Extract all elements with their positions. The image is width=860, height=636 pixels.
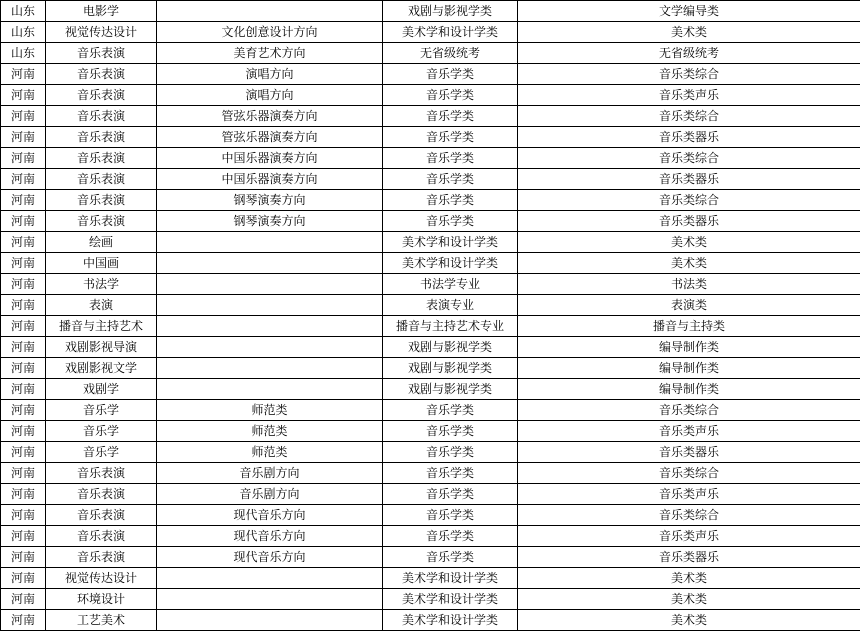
major-cell: 戏剧学 xyxy=(46,379,157,400)
table-row xyxy=(1,22,860,43)
exam-category-cell: 音乐类器乐 xyxy=(518,127,860,148)
subject-category-cell: 戏剧与影视学类 xyxy=(383,379,518,400)
province-cell: 河南 xyxy=(1,337,46,358)
table-row xyxy=(1,526,860,547)
exam-category-cell: 美术类 xyxy=(518,610,860,631)
province-cell: 河南 xyxy=(1,106,46,127)
exam-category-cell: 美术类 xyxy=(518,22,860,43)
table-row xyxy=(1,337,860,358)
table-row xyxy=(1,295,860,316)
direction-cell xyxy=(157,610,383,631)
exam-category-cell: 音乐类综合 xyxy=(518,64,860,85)
major-cell: 视觉传达设计 xyxy=(46,22,157,43)
province-cell: 河南 xyxy=(1,589,46,610)
subject-category-cell: 美术学和设计学类 xyxy=(383,589,518,610)
table-row xyxy=(1,358,860,379)
table-row xyxy=(1,106,860,127)
direction-cell xyxy=(157,568,383,589)
exam-category-cell: 音乐类综合 xyxy=(518,463,860,484)
direction-cell xyxy=(157,379,383,400)
major-cell: 音乐表演 xyxy=(46,484,157,505)
subject-category-cell: 表演专业 xyxy=(383,295,518,316)
exam-category-cell: 编导制作类 xyxy=(518,337,860,358)
exam-category-cell: 美术类 xyxy=(518,568,860,589)
province-cell: 河南 xyxy=(1,190,46,211)
table-row xyxy=(1,1,860,22)
subject-category-cell: 播音与主持艺术专业 xyxy=(383,316,518,337)
direction-cell xyxy=(157,232,383,253)
subject-category-cell: 美术学和设计学类 xyxy=(383,253,518,274)
table-row xyxy=(1,211,860,232)
province-cell: 河南 xyxy=(1,463,46,484)
major-cell: 表演 xyxy=(46,295,157,316)
province-cell: 河南 xyxy=(1,127,46,148)
subject-category-cell: 音乐学类 xyxy=(383,169,518,190)
table-row xyxy=(1,85,860,106)
province-cell: 河南 xyxy=(1,316,46,337)
direction-cell: 美育艺术方向 xyxy=(157,43,383,64)
table-row xyxy=(1,421,860,442)
exam-category-cell: 音乐类器乐 xyxy=(518,442,860,463)
table-row xyxy=(1,610,860,631)
table-row xyxy=(1,253,860,274)
major-cell: 戏剧影视文学 xyxy=(46,358,157,379)
direction-cell: 现代音乐方向 xyxy=(157,526,383,547)
exam-category-cell: 编导制作类 xyxy=(518,358,860,379)
subject-category-cell: 音乐学类 xyxy=(383,400,518,421)
province-cell: 河南 xyxy=(1,400,46,421)
exam-category-cell: 播音与主持类 xyxy=(518,316,860,337)
subject-category-cell: 戏剧与影视学类 xyxy=(383,358,518,379)
direction-cell xyxy=(157,358,383,379)
direction-cell: 音乐剧方向 xyxy=(157,463,383,484)
exam-category-cell: 美术类 xyxy=(518,253,860,274)
direction-cell xyxy=(157,1,383,22)
exam-category-cell: 音乐类声乐 xyxy=(518,484,860,505)
table-row xyxy=(1,505,860,526)
exam-category-cell: 音乐类器乐 xyxy=(518,211,860,232)
direction-cell: 管弦乐器演奏方向 xyxy=(157,127,383,148)
table-row xyxy=(1,190,860,211)
province-cell: 河南 xyxy=(1,253,46,274)
province-cell: 河南 xyxy=(1,421,46,442)
table-row xyxy=(1,169,860,190)
major-cell: 音乐学 xyxy=(46,442,157,463)
major-cell: 音乐表演 xyxy=(46,106,157,127)
major-cell: 音乐表演 xyxy=(46,526,157,547)
exam-category-cell: 音乐类声乐 xyxy=(518,526,860,547)
subject-category-cell: 戏剧与影视学类 xyxy=(383,337,518,358)
table-row xyxy=(1,316,860,337)
province-cell: 河南 xyxy=(1,85,46,106)
subject-category-cell: 音乐学类 xyxy=(383,547,518,568)
table-row xyxy=(1,400,860,421)
subject-category-cell: 音乐学类 xyxy=(383,106,518,127)
table-row xyxy=(1,43,860,64)
direction-cell: 钢琴演奏方向 xyxy=(157,211,383,232)
subject-category-cell: 音乐学类 xyxy=(383,127,518,148)
subject-category-cell: 戏剧与影视学类 xyxy=(383,1,518,22)
direction-cell: 演唱方向 xyxy=(157,85,383,106)
major-cell: 书法学 xyxy=(46,274,157,295)
direction-cell: 中国乐器演奏方向 xyxy=(157,148,383,169)
exam-category-cell: 文学编导类 xyxy=(518,1,860,22)
direction-cell xyxy=(157,589,383,610)
exam-category-cell: 表演类 xyxy=(518,295,860,316)
direction-cell: 钢琴演奏方向 xyxy=(157,190,383,211)
subject-category-cell: 音乐学类 xyxy=(383,190,518,211)
direction-cell xyxy=(157,295,383,316)
major-cell: 工艺美术 xyxy=(46,610,157,631)
exam-category-cell: 音乐类综合 xyxy=(518,106,860,127)
province-cell: 河南 xyxy=(1,526,46,547)
major-cell: 音乐表演 xyxy=(46,463,157,484)
subject-category-cell: 音乐学类 xyxy=(383,64,518,85)
subject-category-cell: 书法学专业 xyxy=(383,274,518,295)
major-cell: 音乐学 xyxy=(46,400,157,421)
subject-category-cell: 音乐学类 xyxy=(383,85,518,106)
province-cell: 河南 xyxy=(1,148,46,169)
exam-category-cell: 音乐类器乐 xyxy=(518,169,860,190)
direction-cell: 现代音乐方向 xyxy=(157,505,383,526)
major-cell: 播音与主持艺术 xyxy=(46,316,157,337)
direction-cell: 师范类 xyxy=(157,400,383,421)
province-cell: 河南 xyxy=(1,64,46,85)
subject-category-cell: 音乐学类 xyxy=(383,211,518,232)
subject-category-cell: 音乐学类 xyxy=(383,442,518,463)
table-row xyxy=(1,64,860,85)
table-row xyxy=(1,127,860,148)
direction-cell: 文化创意设计方向 xyxy=(157,22,383,43)
exam-category-cell: 音乐类声乐 xyxy=(518,85,860,106)
subject-category-cell: 美术学和设计学类 xyxy=(383,568,518,589)
major-cell: 电影学 xyxy=(46,1,157,22)
subject-category-cell: 无省级统考 xyxy=(383,43,518,64)
table-body xyxy=(1,1,860,631)
table-row xyxy=(1,274,860,295)
direction-cell: 中国乐器演奏方向 xyxy=(157,169,383,190)
province-cell: 河南 xyxy=(1,169,46,190)
major-cell: 音乐学 xyxy=(46,421,157,442)
province-cell: 河南 xyxy=(1,211,46,232)
direction-cell: 音乐剧方向 xyxy=(157,484,383,505)
major-cell: 音乐表演 xyxy=(46,43,157,64)
subject-category-cell: 音乐学类 xyxy=(383,505,518,526)
province-cell: 河南 xyxy=(1,442,46,463)
direction-cell: 管弦乐器演奏方向 xyxy=(157,106,383,127)
direction-cell: 演唱方向 xyxy=(157,64,383,85)
subject-category-cell: 音乐学类 xyxy=(383,463,518,484)
major-cell: 音乐表演 xyxy=(46,505,157,526)
exam-category-cell: 美术类 xyxy=(518,589,860,610)
province-cell: 河南 xyxy=(1,232,46,253)
subject-category-cell: 音乐学类 xyxy=(383,421,518,442)
table-row xyxy=(1,589,860,610)
direction-cell xyxy=(157,337,383,358)
subject-category-cell: 音乐学类 xyxy=(383,526,518,547)
exam-category-cell: 音乐类综合 xyxy=(518,505,860,526)
major-cell: 中国画 xyxy=(46,253,157,274)
exam-category-cell: 音乐类综合 xyxy=(518,400,860,421)
major-cell: 音乐表演 xyxy=(46,547,157,568)
province-cell: 河南 xyxy=(1,568,46,589)
direction-cell: 师范类 xyxy=(157,442,383,463)
direction-cell xyxy=(157,253,383,274)
exam-category-cell: 音乐类综合 xyxy=(518,148,860,169)
major-cell: 环境设计 xyxy=(46,589,157,610)
exam-category-cell: 书法类 xyxy=(518,274,860,295)
major-cell: 音乐表演 xyxy=(46,148,157,169)
direction-cell xyxy=(157,274,383,295)
direction-cell: 现代音乐方向 xyxy=(157,547,383,568)
major-cell: 视觉传达设计 xyxy=(46,568,157,589)
table-row xyxy=(1,148,860,169)
province-cell: 山东 xyxy=(1,1,46,22)
province-cell: 山东 xyxy=(1,43,46,64)
table-row xyxy=(1,232,860,253)
subject-category-cell: 美术学和设计学类 xyxy=(383,22,518,43)
exam-category-cell: 美术类 xyxy=(518,232,860,253)
major-cell: 音乐表演 xyxy=(46,127,157,148)
table-row xyxy=(1,463,860,484)
exam-category-cell: 音乐类器乐 xyxy=(518,547,860,568)
major-cell: 音乐表演 xyxy=(46,85,157,106)
province-cell: 河南 xyxy=(1,610,46,631)
subject-category-cell: 音乐学类 xyxy=(383,148,518,169)
major-cell: 音乐表演 xyxy=(46,64,157,85)
exam-category-cell: 编导制作类 xyxy=(518,379,860,400)
major-cell: 绘画 xyxy=(46,232,157,253)
direction-cell: 师范类 xyxy=(157,421,383,442)
province-cell: 河南 xyxy=(1,274,46,295)
exam-category-cell: 无省级统考 xyxy=(518,43,860,64)
major-cell: 音乐表演 xyxy=(46,190,157,211)
major-cell: 戏剧影视导演 xyxy=(46,337,157,358)
table-row xyxy=(1,379,860,400)
major-cell: 音乐表演 xyxy=(46,169,157,190)
province-cell: 河南 xyxy=(1,547,46,568)
province-cell: 河南 xyxy=(1,358,46,379)
province-cell: 河南 xyxy=(1,484,46,505)
exam-category-cell: 音乐类声乐 xyxy=(518,421,860,442)
province-cell: 山东 xyxy=(1,22,46,43)
subject-category-cell: 音乐学类 xyxy=(383,484,518,505)
subject-category-cell: 美术学和设计学类 xyxy=(383,232,518,253)
table-row xyxy=(1,568,860,589)
direction-cell xyxy=(157,316,383,337)
table-row xyxy=(1,547,860,568)
table-row xyxy=(1,442,860,463)
province-cell: 河南 xyxy=(1,379,46,400)
province-cell: 河南 xyxy=(1,295,46,316)
table-row xyxy=(1,484,860,505)
province-cell: 河南 xyxy=(1,505,46,526)
subject-category-cell: 美术学和设计学类 xyxy=(383,610,518,631)
exam-category-cell: 音乐类综合 xyxy=(518,190,860,211)
major-cell: 音乐表演 xyxy=(46,211,157,232)
